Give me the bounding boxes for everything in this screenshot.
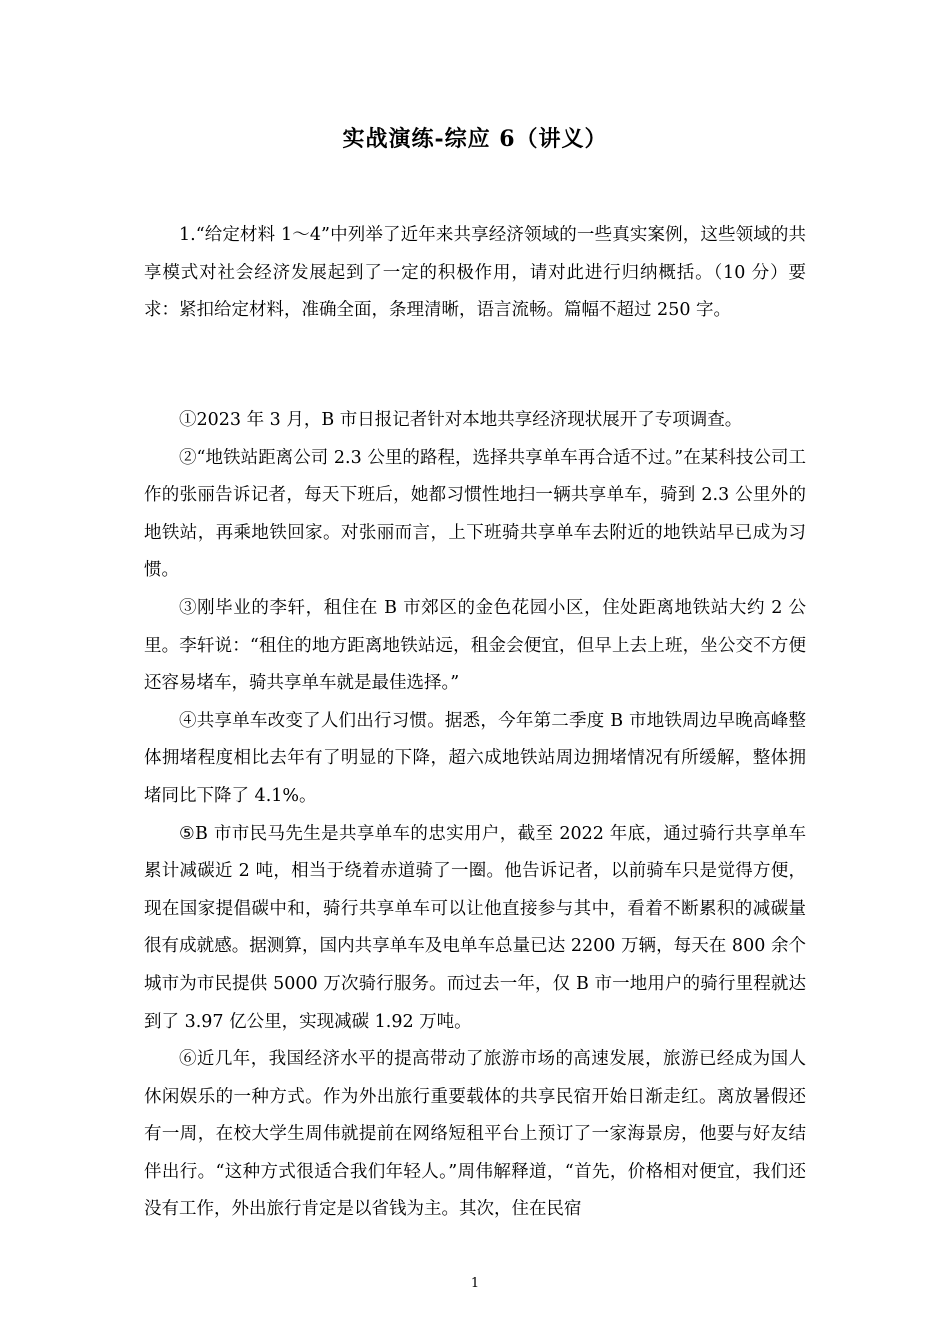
material-paragraph: ④共享单车改变了人们出行习惯。据悉，今年第二季度 B 市地铁周边早晚高峰整体拥堵程度相比去年有了明显的下降，超六成地铁站周边拥堵情况有所缓解，整体拥堵同比下降了 4.1%。 bbox=[144, 710, 806, 806]
page-number: 1 bbox=[470, 1276, 480, 1291]
material-paragraph: ①2023 年 3 月，B 市日报记者针对本地共享经济现状展开了专项调查。 bbox=[179, 410, 743, 430]
document-title: 实战演练-综应 6（讲义） bbox=[342, 126, 608, 152]
material-paragraph: ⑥近几年，我国经济水平的提高带动了旅游市场的高速发展，旅游已经成为国人休闲娱乐的一种方式。作为外出旅行重要载体的共享民宿开始日渐走红。离放暑假还有一周，在校大学生周伟就提前在网络短租平台上预订了一家海景房，他要与好友结伴出行。“这种方式很适合我们年轻人。”周伟解释道，“首先，价格相对便宜，我们还没有工作，外出旅行肯定是以省钱为主。其次，住在民宿 bbox=[144, 1049, 806, 1220]
question-block bbox=[144, 217, 806, 330]
material-paragraphs bbox=[144, 402, 806, 1229]
question-text: 1.“给定材料 1～4”中列举了近年来共享经济领域的一些真实案例，这些领域的共享模式对社会经济发展起到了一定的积极作用，请对此进行归纳概括。（10 分）要求：紧扣给定材料，准确全面，条理清晰，语言流畅。篇幅不超过 250 字。 bbox=[144, 225, 806, 321]
material-paragraph: ③刚毕业的李轩，租住在 B 市郊区的金色花园小区，住处距离地铁站大约 2 公里。李轩说：“租住的地方距离地铁站远，租金会便宜，但早上去上班，坐公交不方便还容易堵车，骑共享单车就是最佳选择。” bbox=[144, 597, 806, 694]
material-paragraph: ⑤B 市市民马先生是共享单车的忠实用户，截至 2022 年底，通过骑行共享单车累计减碳近 2 吨，相当于绕着赤道骑了一圈。他告诉记者，以前骑车只是觉得方便，现在国家提倡碳中和，骑行共享单车可以让他直接参与其中，看着不断累积的减碳量很有成就感。据测算，国内共享单车及电单车总量已达 2200 万辆，每天在 800 余个城市为市民提供 5000 万次骑行服务。而过去一年，仅 B 市一地用户的骑行里程就达到了 3.97 亿公里，实现减碳 1.92 万吨。 bbox=[144, 823, 806, 1032]
material-paragraph: ②“地铁站距离公司 2.3 公里的路程，选择共享单车再合适不过。”在某科技公司工作的张丽告诉记者，每天下班后，她都习惯性地扫一辆共享单车，骑到 2.3 公里外的地铁站，再乘地铁回家。对张丽而言，上下班骑共享单车去附近的地铁站早已成为习惯。 bbox=[144, 447, 806, 581]
